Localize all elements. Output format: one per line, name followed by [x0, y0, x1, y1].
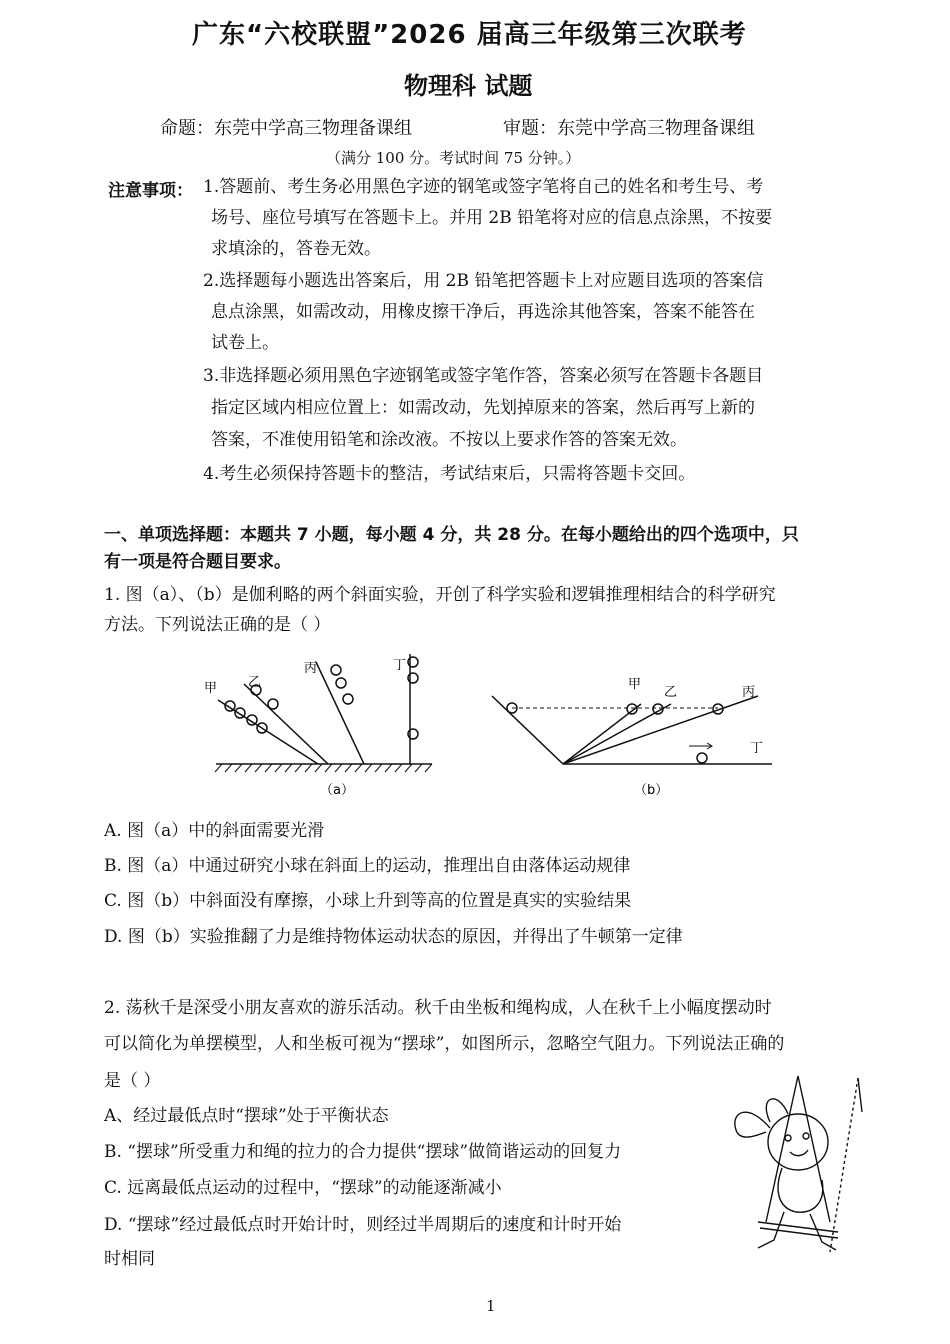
author-setter: 命题：东莞中学高三物理备课组 — [160, 118, 412, 139]
q1-option-a: A. 图（a）中的斜面需要光滑 — [104, 821, 325, 841]
note-line: 4.考生必须保持答题卡的整洁，考试结束后，只需将答题卡交回。 — [203, 464, 696, 484]
q2-option-d: D. “摆球”经过最低点时开始计时，则经过半周期后的速度和计时开始 — [104, 1215, 622, 1235]
fig-b-label: 甲 — [628, 677, 642, 692]
q1-option-c: C. 图（b）中斜面没有摩擦，小球上升到等高的位置是真实的实验结果 — [104, 891, 632, 911]
fig-a-label: 丁 — [393, 658, 407, 673]
note-line: 指定区域内相应位置上：如需改动，先划掉原来的答案，然后再写上新的 — [211, 398, 755, 418]
fig-a-caption: （a） — [320, 783, 354, 798]
q1-option-d: D. 图（b）实验推翻了力是维持物体运动状态的原因，并得出了牛顿第一定律 — [104, 927, 683, 947]
fig-a-label: 丙 — [304, 661, 318, 676]
note-line: 求填涂的，答卷无效。 — [211, 239, 381, 259]
fig-b-label: 丙 — [742, 685, 756, 700]
author-reviewer: 审题：东莞中学高三物理备课组 — [503, 118, 755, 139]
q1-option-b: B. 图（a）中通过研究小球在斜面上的运动，推理出自由落体运动规律 — [104, 856, 631, 876]
note-line: 2.选择题每小题选出答案后，用 2B 铅笔把答题卡上对应题目选项的答案信 — [203, 271, 764, 291]
section-heading-cont: 有一项是符合题目要求。 — [104, 552, 291, 572]
q2-stem-end: 是（ ） — [104, 1071, 161, 1091]
notes-label: 注意事项： — [108, 181, 193, 201]
page-subtitle: 物理科 试题 — [404, 72, 533, 100]
note-line: 答案，不准使用铅笔和涂改液。不按以上要求作答的答案无效。 — [211, 430, 687, 450]
note-line: 场号、座位号填写在答题卡上。并用 2B 铅笔将对应的信息点涂黑，不按要 — [211, 208, 773, 228]
fig-b-label: 丁 — [750, 741, 764, 756]
fig-b-label: 乙 — [664, 685, 678, 700]
fig-a-label: 乙 — [248, 675, 262, 690]
q2-option-d-cont: 时相同 — [104, 1249, 155, 1269]
score-time: （满分 100 分。考试时间 75 分钟。） — [326, 149, 581, 167]
figure-b — [486, 666, 786, 800]
q1-stem: 1. 图（a）、（b）是伽利略的两个斜面实验，开创了科学实验和逻辑推理相结合的科学研究 — [104, 585, 776, 605]
exam-title: 广东“六校联盟”2026 届高三年级第三次联考 — [192, 20, 747, 50]
page-number: 1 — [486, 1297, 496, 1315]
section-heading: 一、单项选择题：本题共 7 小题，每小题 4 分，共 28 分。在每小题给出的四个选项中，只 — [104, 525, 799, 545]
q2-option-b: B. “摆球”所受重力和绳的拉力的合力提供“摆球”做简谐运动的回复力 — [104, 1142, 622, 1162]
note-line: 息点涂黑，如需改动，用橡皮擦干净后，再选涂其他答案，答案不能答在 — [211, 302, 755, 322]
figure-a — [196, 648, 446, 800]
q1-stem-cont: 方法。下列说法正确的是（ ） — [104, 615, 331, 635]
fig-a-label: 甲 — [204, 681, 218, 696]
note-line: 1.答题前、考生务必用黑色字迹的钢笔或签字笔将自己的姓名和考生号、考 — [203, 177, 764, 197]
fig-b-caption: （b） — [634, 783, 669, 798]
note-line: 3.非选择题必须用黑色字迹钢笔或签字笔作答，答案必须写在答题卡各题目 — [203, 366, 764, 386]
note-line: 试卷上。 — [211, 333, 279, 353]
q2-option-c: C. 远离最低点运动的过程中，“摆球”的动能逐渐减小 — [104, 1178, 502, 1198]
q2-option-a: A、经过最低点时“摆球”处于平衡状态 — [104, 1106, 389, 1126]
swing-illustration — [718, 1072, 878, 1262]
q2-stem: 2. 荡秋千是深受小朋友喜欢的游乐活动。秋千由坐板和绳构成，人在秋千上小幅度摆动时 — [104, 998, 772, 1018]
q2-stem-cont: 可以简化为单摆模型，人和坐板可视为“摆球”，如图所示，忽略空气阻力。下列说法正确的 — [104, 1034, 785, 1054]
